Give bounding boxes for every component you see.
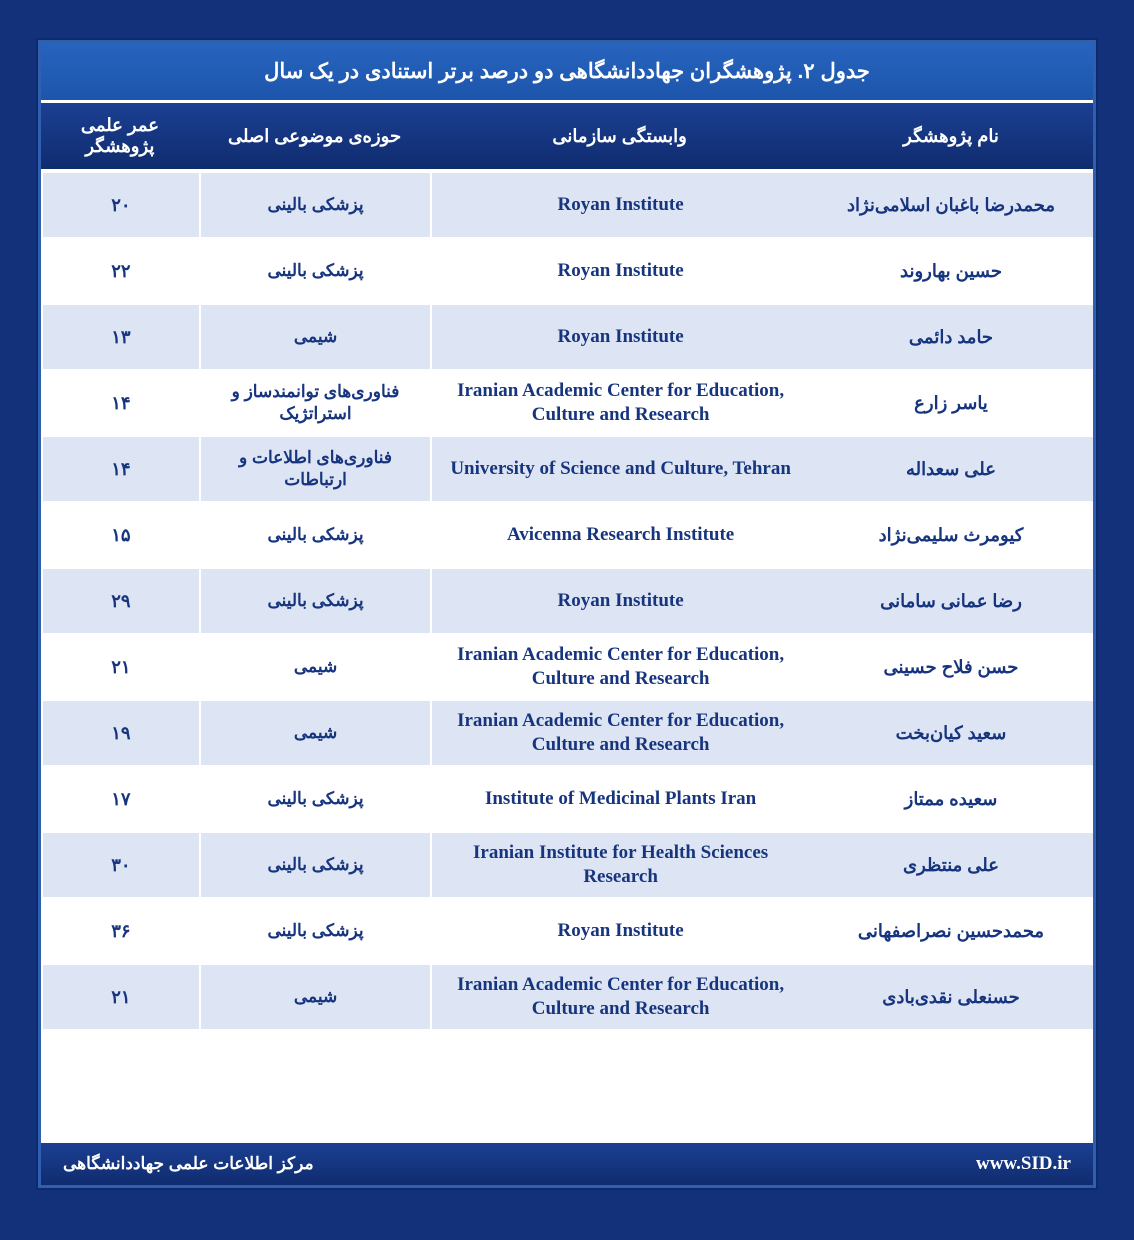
cell-age: ۱۵ <box>41 503 199 567</box>
table-row <box>41 767 1093 833</box>
cell-name: حسین بهاروند <box>900 260 1002 281</box>
cell-affiliation: Institute of Medicinal Plants Iran <box>430 767 809 831</box>
cell-affiliation: Iranian Institute for Health Sciences Research <box>430 833 809 897</box>
cell-affiliation: Avicenna Research Institute <box>430 503 809 567</box>
cell-age: ۳۶ <box>41 899 199 963</box>
cell-affiliation: Royan Institute <box>430 173 809 237</box>
cell-name: محمدرضا باغبان اسلامی‌نژاد <box>846 194 1056 215</box>
cell-age: ۱۴ <box>41 371 199 435</box>
cell-field: شیمی <box>199 305 430 369</box>
cell-age: ۳۰ <box>41 833 199 897</box>
table-row <box>41 305 1093 371</box>
table-row <box>41 503 1093 569</box>
table-row <box>41 701 1093 767</box>
column-header-affiliation: وابستگی سازمانی <box>552 125 687 146</box>
cell-name: سعیده ممتاز <box>904 788 998 809</box>
table-row <box>41 899 1093 965</box>
footer-organization: مرکز اطلاعات علمی جهاددانشگاهی <box>63 1154 314 1173</box>
cell-age: ۱۴ <box>41 437 199 501</box>
cell-age: ۲۲ <box>41 239 199 303</box>
cell-age: ۱۳ <box>41 305 199 369</box>
cell-affiliation: Iranian Academic Center for Education, Culture and Research <box>430 371 809 435</box>
table-title: جدول ۲. پژوهشگران جهاددانشگاهی دو درصد برتر استنادی در یک سال <box>41 43 1093 103</box>
cell-age: ۲۱ <box>41 965 199 1029</box>
table-row <box>41 965 1093 1031</box>
cell-field: پزشکی بالینی <box>199 899 430 963</box>
cell-affiliation: Royan Institute <box>430 899 809 963</box>
cell-field: پزشکی بالینی <box>199 503 430 567</box>
cell-name: علی منتظری <box>902 854 999 875</box>
cell-affiliation: Royan Institute <box>430 305 809 369</box>
cell-field: پزشکی بالینی <box>199 767 430 831</box>
cell-name: سعید کیان‌بخت <box>895 722 1007 743</box>
table-row <box>41 569 1093 635</box>
cell-affiliation: Royan Institute <box>430 569 809 633</box>
cell-name: یاسر زارع <box>914 392 988 413</box>
cell-field: شیمی <box>199 635 430 699</box>
column-header-field: حوزه‌ی موضوعی اصلی <box>227 125 402 146</box>
cell-age: ۲۰ <box>41 173 199 237</box>
table-row <box>41 239 1093 305</box>
cell-name: کیومرث سلیمی‌نژاد <box>878 524 1024 545</box>
cell-field: پزشکی بالینی <box>199 569 430 633</box>
cell-name: محمدحسین نصراصفهانی <box>857 920 1045 941</box>
cell-field: پزشکی بالینی <box>199 239 430 303</box>
table-row <box>41 635 1093 701</box>
cell-name: علی سعداله <box>905 458 997 479</box>
table-row <box>41 173 1093 239</box>
cell-age: ۱۷ <box>41 767 199 831</box>
cell-field: فناوری‌های توانمندساز و استراتژیک <box>199 371 430 435</box>
cell-affiliation: Iranian Academic Center for Education, Culture and Research <box>430 701 809 765</box>
table-row <box>41 437 1093 503</box>
table-body <box>41 173 1093 1140</box>
cell-name: رضا عمانی سامانی <box>880 590 1022 611</box>
cell-age: ۲۱ <box>41 635 199 699</box>
cell-name: حامد دائمی <box>908 326 994 347</box>
cell-field: شیمی <box>199 701 430 765</box>
cell-affiliation: Iranian Academic Center for Education, Culture and Research <box>430 965 809 1029</box>
cell-name: حسن فلاح حسینی <box>883 656 1019 677</box>
table-row <box>41 371 1093 437</box>
cell-name: حسنعلی نقدی‌بادی <box>882 986 1020 1007</box>
column-header-name: نام پژوهشگر <box>903 125 999 146</box>
cell-age: ۱۹ <box>41 701 199 765</box>
cell-affiliation: Royan Institute <box>430 239 809 303</box>
cell-field: شیمی <box>199 965 430 1029</box>
cell-affiliation: University of Science and Culture, Tehran <box>430 437 809 501</box>
table-row <box>41 833 1093 899</box>
table-header-row <box>41 103 1093 173</box>
cell-field: فناوری‌های اطلاعات و ارتباطات <box>199 437 430 501</box>
footer-website[interactable]: www.SID.ir <box>975 1153 1071 1174</box>
column-header-age: عمر علمی پژوهشگر <box>80 115 159 156</box>
cell-field: پزشکی بالینی <box>199 173 430 237</box>
cell-age: ۲۹ <box>41 569 199 633</box>
table-frame <box>38 40 1096 1188</box>
cell-field: پزشکی بالینی <box>199 833 430 897</box>
table-footer <box>41 1140 1093 1185</box>
cell-affiliation: Iranian Academic Center for Education, Culture and Research <box>430 635 809 699</box>
